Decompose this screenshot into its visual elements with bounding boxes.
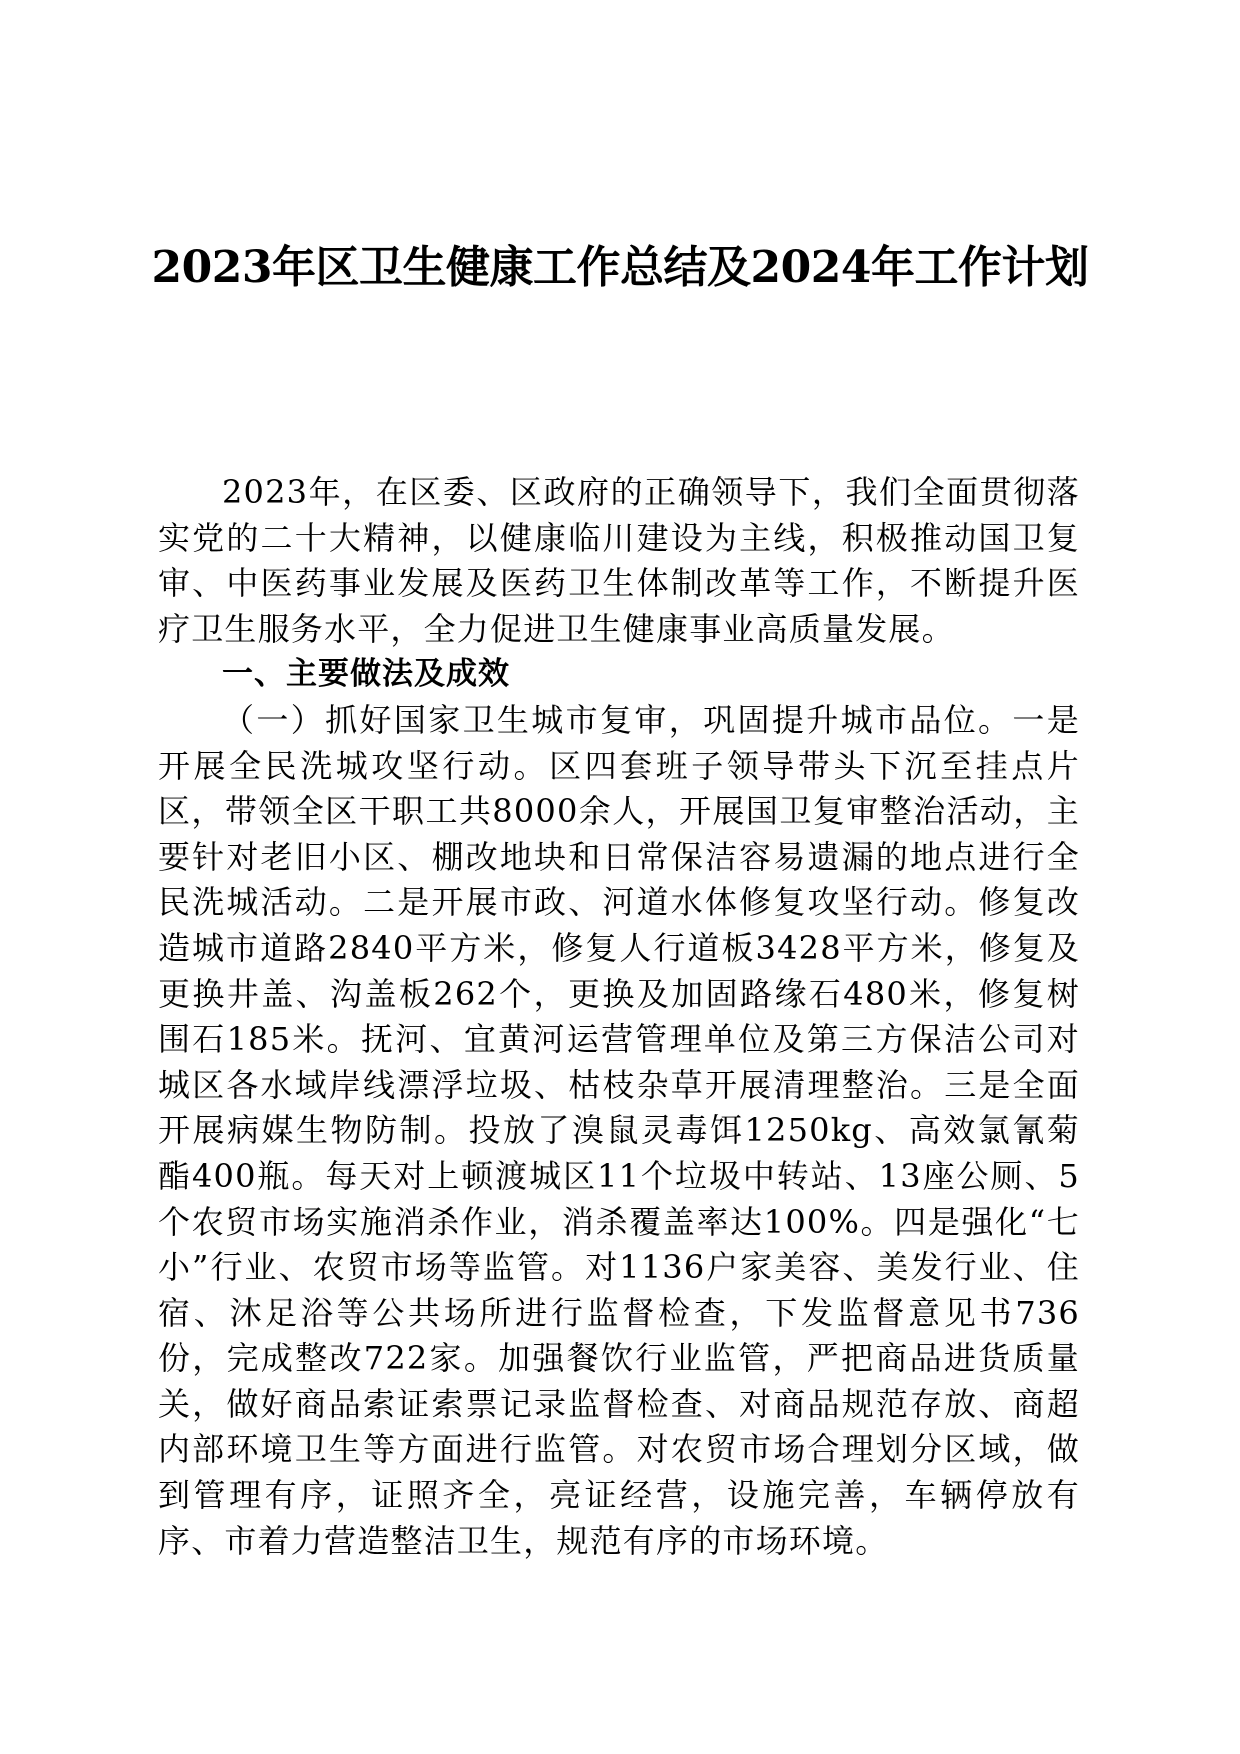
section-heading: 一、主要做法及成效 xyxy=(222,656,510,693)
section-paragraph: （一）抓好国家卫生城市复审，巩固提升城市品位。一是开展全民洗城攻坚行动。区四套班子领导带头下沉至挂点片区，带领全区干职工共8000余人，开展国卫复审整治活动，主要针对老旧小区、棚改地块和日常保洁容易遗漏的地点进行全民洗城活动。二是开展市政、河道水体修复攻坚行动。修复改造城市道路2840平方米，修复人行道板3428平方米，修复及更换井盖、沟盖板262个，更换及加固路缘石480米，修复树围石185米。抚河、宜黄河运营管理单位及第三方保洁公司对城区各水域岸线漂浮垃圾、枯枝杂草开展清理整治。三是全面开展病媒生物防制。投放了溴鼠灵毒饵1250kg、高效氯氰菊酯400瓶。每天对上顿渡城区11个垃圾中转站、13座公厕、5个农贸市场实施消杀作业，消杀覆盖率达100%。四是强化“七小”行业、农贸市场等监管。对1136户家美容、美发行业、住宿、沐足浴等公共场所进行监督检查，下发监督意见书736份，完成整改722家。加强餐饮行业监管，严把商品进货质量关，做好商品索证索票记录监督检查、对商品规范存放、商超内部环境卫生等方面进行监管。对农贸市场合理划分区域，做到管理有序，证照齐全，亮证经营，设施完善，车辆停放有序、市着力营造整洁卫生，规范有序的市场环境。 xyxy=(158,700,1080,1560)
intro-paragraph: 2023年，在区委、区政府的正确领导下，我们全面贯彻落实党的二十大精神，以健康临川建设为主线，积极推动国卫复审、中医药事业发展及医药卫生体制改革等工作，不断提升医疗卫生服务水平，全力促进卫生健康事业高质量发展。 xyxy=(158,473,1080,648)
document-body xyxy=(158,470,1080,1564)
document-title: 2023年区卫生健康工作总结及2024年工作计划 xyxy=(151,242,1089,293)
